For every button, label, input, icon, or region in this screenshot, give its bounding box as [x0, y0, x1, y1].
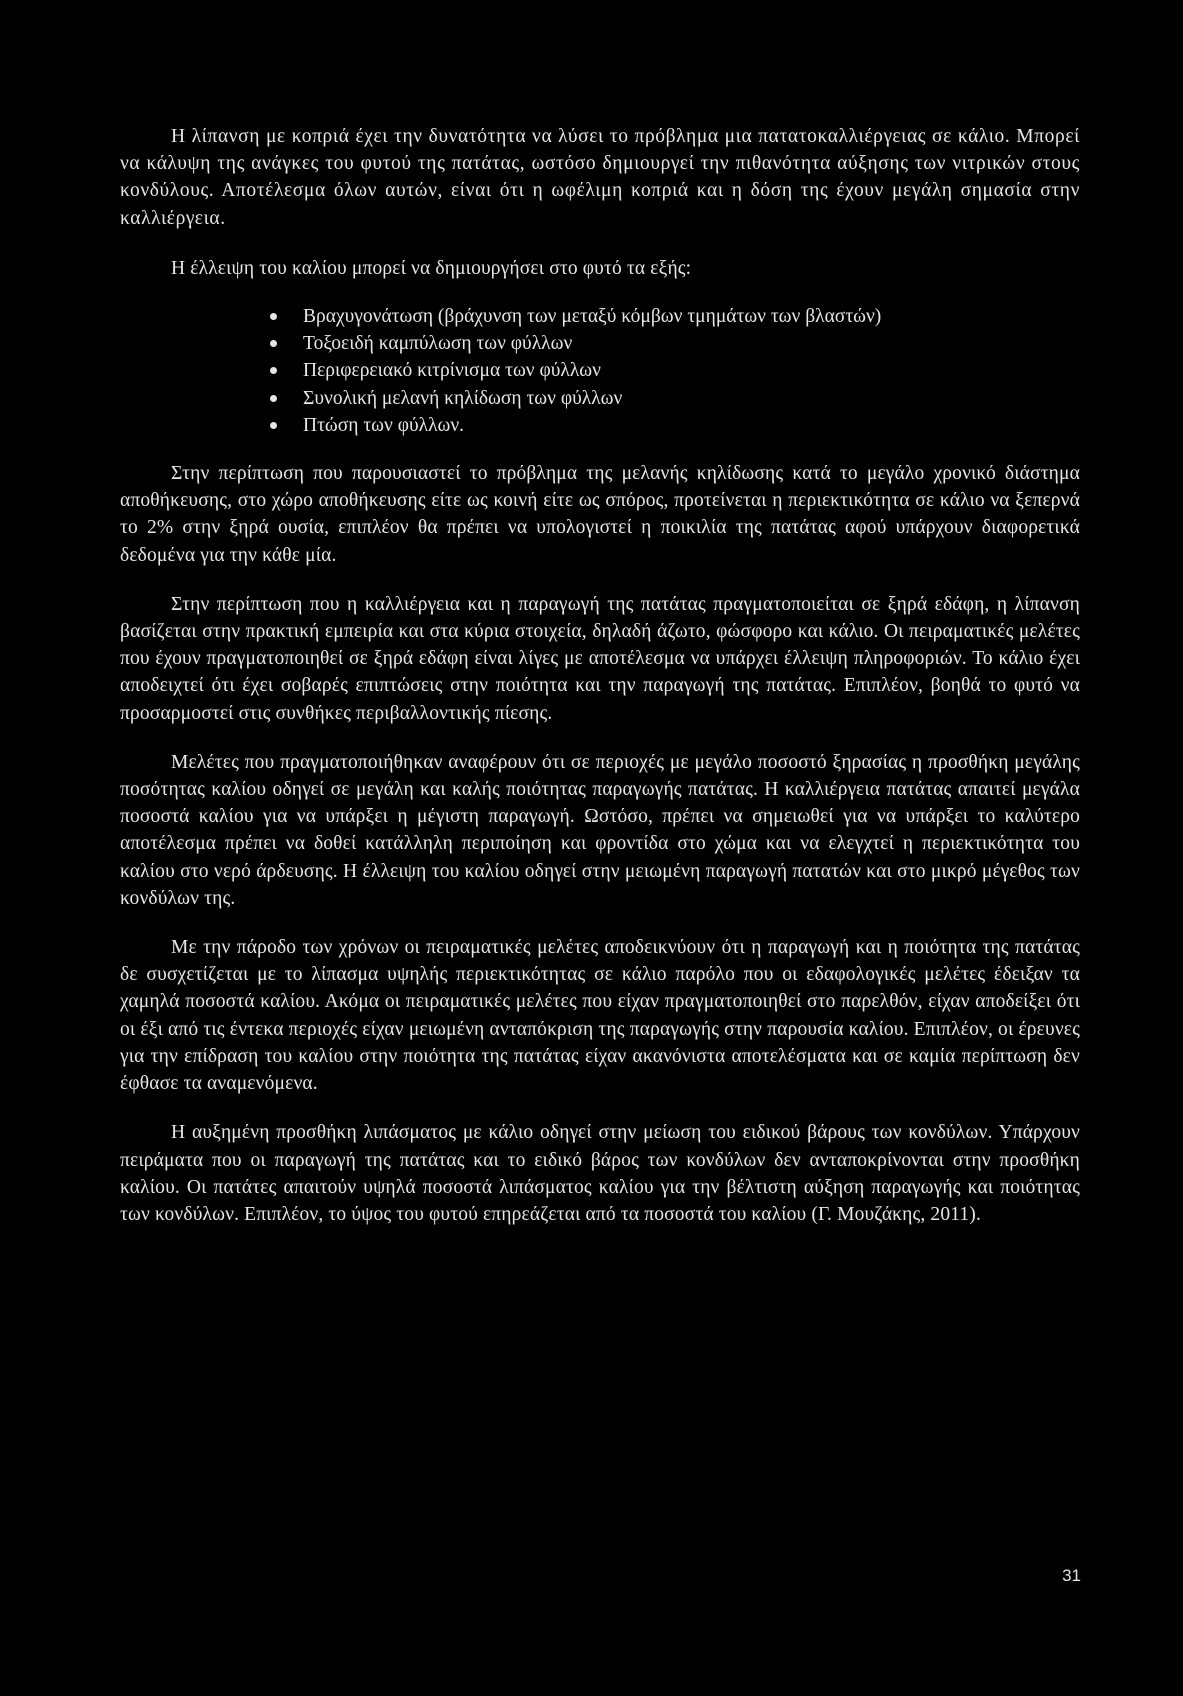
paragraph: Με την πάροδο των χρόνων οι πειραματικές μελέτες αποδεικνύουν ότι η παραγωγή και η ποιότητα της πατάτας δε συσχετίζεται με το λίπασμα υψηλής περιεκτικότητας σε κάλιο παρόλο που οι εδαφολογικές μελέτες έδειξαν τα χαμηλά ποσοστά καλίου. Ακόμα οι πειραματικές μελέτες που είχαν πραγματοποιηθεί στο παρελθόν, είχαν αποδείξει ότι οι έξι από τις έντεκα περιοχές είχαν μειωμένη ανταπόκριση της παραγωγής στην παρουσία καλίου. Επιπλέον, οι έρευνες για την επίδραση του καλίου στην ποιότητα της πατάτας είχαν ακανόνιστα αποτελέσματα και σε καμία περίπτωση δεν έφθασε τα αναμενόμενα.: [120, 937, 1080, 1095]
list-item-text: Περιφερειακό κιτρίνισμα των φύλλων: [303, 360, 601, 382]
paragraph: Μελέτες που πραγματοποιήθηκαν αναφέρουν ότι σε περιοχές με μεγάλο ποσοστό ξηρασίας η προσθήκη μεγάλης ποσότητας καλίου οδηγεί σε μεγάλη και καλής ποιότητας παραγωγής πατάτας. Η καλλιέργεια πατάτας απαιτεί μεγάλα ποσοστά καλίου για να υπάρξει η μέγιστη παραγωγή. Ωστόσο, πρέπει να σημειωθεί για να υπάρξει το καλύτερο αποτέλεσμα πρέπει να δοθεί κατάλληλη περιποίηση και φροντίδα στο χώμα και να ελεγχτεί η περιεκτικότητα του καλίου στο νερό άρδευσης. Η έλλειψη του καλίου οδηγεί στην μειωμένη παραγωγή πατατών και στο μικρό μέγεθος των κονδύλων της.: [120, 751, 1080, 909]
paragraph: Στην περίπτωση που η καλλιέργεια και η παραγωγή της πατάτας πραγματοποιείται σε ξηρά εδάφη, η λίπανση βασίζεται στην πρακτική εμπειρία και στα κύρια στοιχεία, δηλαδή άζωτο, φώσφορο και κάλιο. Οι πειραματικές μελέτες που έχουν πραγματοποιηθεί σε ξηρά εδάφη είναι λίγες με αποτέλεσμα να υπάρχει έλλειψη πληροφοριών. Το κάλιο έχει αποδειχτεί ότι έχει σοβαρές επιπτώσεις στην ποιότητα και την παραγωγή της πατάτας. Επιπλέον, βοηθά το φυτό να προσαρμοστεί στις συνθήκες περιβαλλοντικής πίεσης.: [120, 593, 1080, 724]
list-item-text: Συνολική μελανή κηλίδωση των φύλλων: [303, 387, 623, 409]
list-item-text: Πτώση των φύλλων.: [303, 414, 465, 436]
bullet-icon: [270, 395, 277, 402]
bullet-icon: [270, 340, 277, 347]
list-item: [270, 385, 1080, 412]
paragraph: Η έλλειψη του καλίου μπορεί να δημιουργήσει στο φυτό τα εξής:: [171, 257, 692, 279]
list-item-text: Βραχυγονάτωση (βράχυνση των μεταξύ κόμβων τμημάτων των βλαστών): [303, 306, 882, 328]
paragraph: Στην περίπτωση που παρουσιαστεί το πρόβλημα της μελανής κηλίδωσης κατά το μεγάλο χρονικό διάστημα αποθήκευσης, στο χώρο αποθήκευσης είτε ως κοινή είτε ως σπόρος, προτείνεται η περιεκτικότητα σε κάλιο να ξεπερνά το 2% στην ξηρά ουσία, επιπλέον θα πρέπει να υπολογιστεί η ποικιλία της πατάτας αφού υπάρχουν διαφορετικά δεδομένα για την κάθε μία.: [120, 463, 1080, 566]
page-number: 31: [1062, 1566, 1081, 1585]
paragraph: Η λίπανση με κοπριά έχει την δυνατότητα να λύσει το πρόβλημα μια πατατοκαλλιέργειας σε κάλιο. Μπορεί να κάλυψη της ανάγκες του φυτού της πατάτας, ωστόσο δημιουργεί την πιθανότητα αύξησης των νιτρικών στους κονδύλους. Αποτέλεσμα όλων αυτών, είναι ότι η ωφέλιμη κοπριά και η δόση της έχουν μεγάλη σημασία στην καλλιέργεια.: [120, 126, 1080, 229]
list-item: [270, 330, 1080, 357]
list-item: [270, 412, 1080, 439]
bullet-icon: [270, 313, 277, 320]
bullet-icon: [270, 422, 277, 429]
list-item: [270, 303, 1080, 330]
document-body: [120, 123, 1080, 1228]
list-item-text: Τοξοειδή καμπύλωση των φύλλων: [303, 333, 573, 355]
list-item: [270, 357, 1080, 384]
paragraph: Η αυξημένη προσθήκη λιπάσματος με κάλιο οδηγεί στην μείωση του ειδικού βάρους των κονδύλων. Υπάρχουν πειράματα που οι παραγωγή της πατάτας και το ειδικό βάρος των κονδύλων δεν ανταποκρίνονται στην προσθήκη καλίου. Οι πατάτες απαιτούν υψηλά ποσοστά λιπάσματος καλίου για την βέλτιστη αύξηση παραγωγής και ποιότητας των κονδύλων. Επιπλέον, το ύψος του φυτού επηρεάζεται από τα ποσοστά του καλίου (Γ. Μουζάκης, 2011).: [120, 1122, 1080, 1225]
bullet-list: [120, 303, 1080, 439]
bullet-icon: [270, 367, 277, 374]
